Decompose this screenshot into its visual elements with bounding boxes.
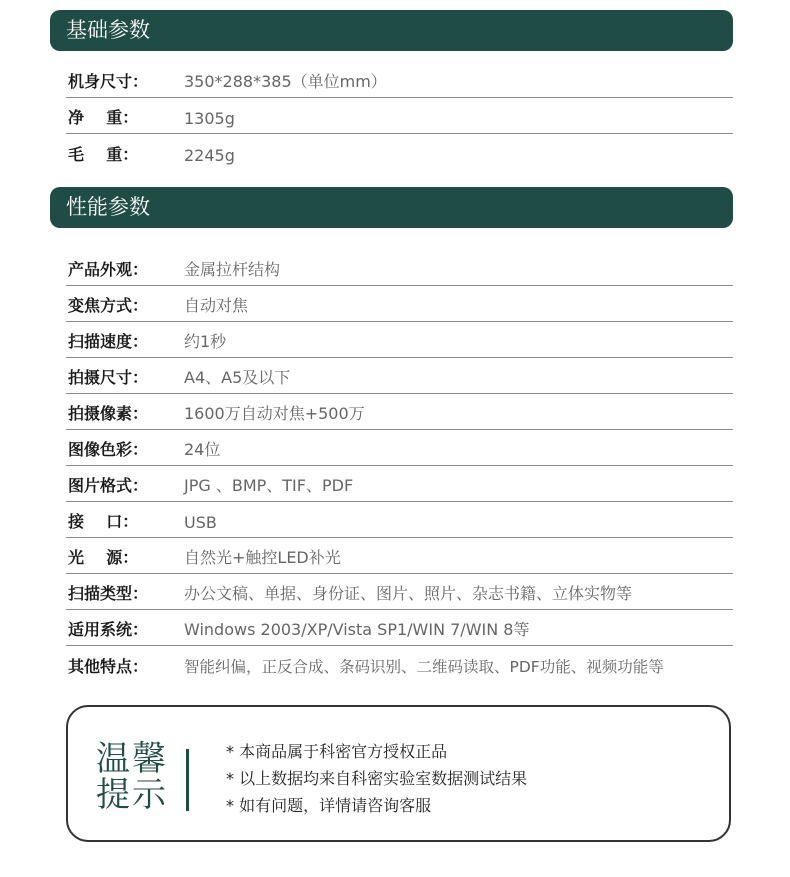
notice-line: * 如有问题，详情请咨询客服 [226,796,432,815]
spec-value: 2245g [184,146,235,165]
spec-label: 变焦方式： [68,296,149,315]
spec-row [66,286,733,322]
spec-row [66,322,733,358]
spec-value: 自然光+触控LED补光 [184,548,341,567]
spec-label: 适用系统： [68,620,149,639]
spec-value: 约1秒 [184,332,227,351]
spec-row [66,358,733,394]
spec-value: 24位 [184,440,221,459]
notice-title-line: 提示 [96,775,168,815]
spec-label: 净 重： [68,108,139,127]
spec-label: 机身尺寸： [68,72,149,91]
spec-row [66,250,733,286]
spec-value: Windows 2003/XP/Vista SP1/WIN 7/WIN 8等 [184,620,530,639]
notice-title [96,741,172,813]
notice-box [66,705,731,842]
spec-value: 智能纠偏，正反合成、条码识别、二维码读取、PDF功能、视频功能等 [184,658,664,676]
spec-label: 拍摄尺寸： [68,368,149,387]
spec-label: 图像色彩： [68,440,149,459]
spec-value: A4、A5及以下 [184,368,291,387]
spec-row [66,98,733,134]
spec-row [66,134,733,170]
spec-label: 接 口： [68,512,139,531]
section-header-performance: 性能参数 [50,187,733,228]
spec-label: 拍摄像素： [68,404,149,423]
spec-list-performance [66,250,733,682]
spec-row [66,610,733,646]
spec-row [66,466,733,502]
notice-line: * 本商品属于科密官方授权正品 [226,742,448,761]
spec-value: USB [184,513,217,532]
spec-value: 350*288*385（单位mm） [184,72,387,91]
notice-lines [226,738,527,819]
spec-row [66,646,733,682]
section-header-basic: 基础参数 [50,10,733,51]
spec-row [66,574,733,610]
spec-row [66,502,733,538]
spec-value: 金属拉杆结构 [184,260,281,279]
spec-value: JPG 、BMP、TIF、PDF [184,476,354,495]
spec-row [66,430,733,466]
spec-value: 1600万自动对焦+500万 [184,404,365,423]
spec-row [66,394,733,430]
spec-label: 光 源： [68,548,139,567]
spec-value: 自动对焦 [184,296,249,315]
spec-label: 其他特点： [68,657,149,676]
spec-row [66,538,733,574]
spec-value: 1305g [184,109,235,128]
spec-row [66,62,733,98]
spec-label: 毛 重： [68,145,139,164]
spec-label: 图片格式： [68,476,149,495]
spec-label: 产品外观： [68,260,149,279]
spec-list-basic [66,62,733,170]
spec-label: 扫描速度： [68,332,149,351]
notice-divider [186,749,189,811]
spec-label: 扫描类型： [68,584,149,603]
notice-line: * 以上数据均来自科密实验室数据测试结果 [226,769,528,788]
notice-title-line: 温馨 [96,739,168,779]
spec-value: 办公文稿、单据、身份证、图片、照片、杂志书籍、立体实物等 [184,584,633,603]
